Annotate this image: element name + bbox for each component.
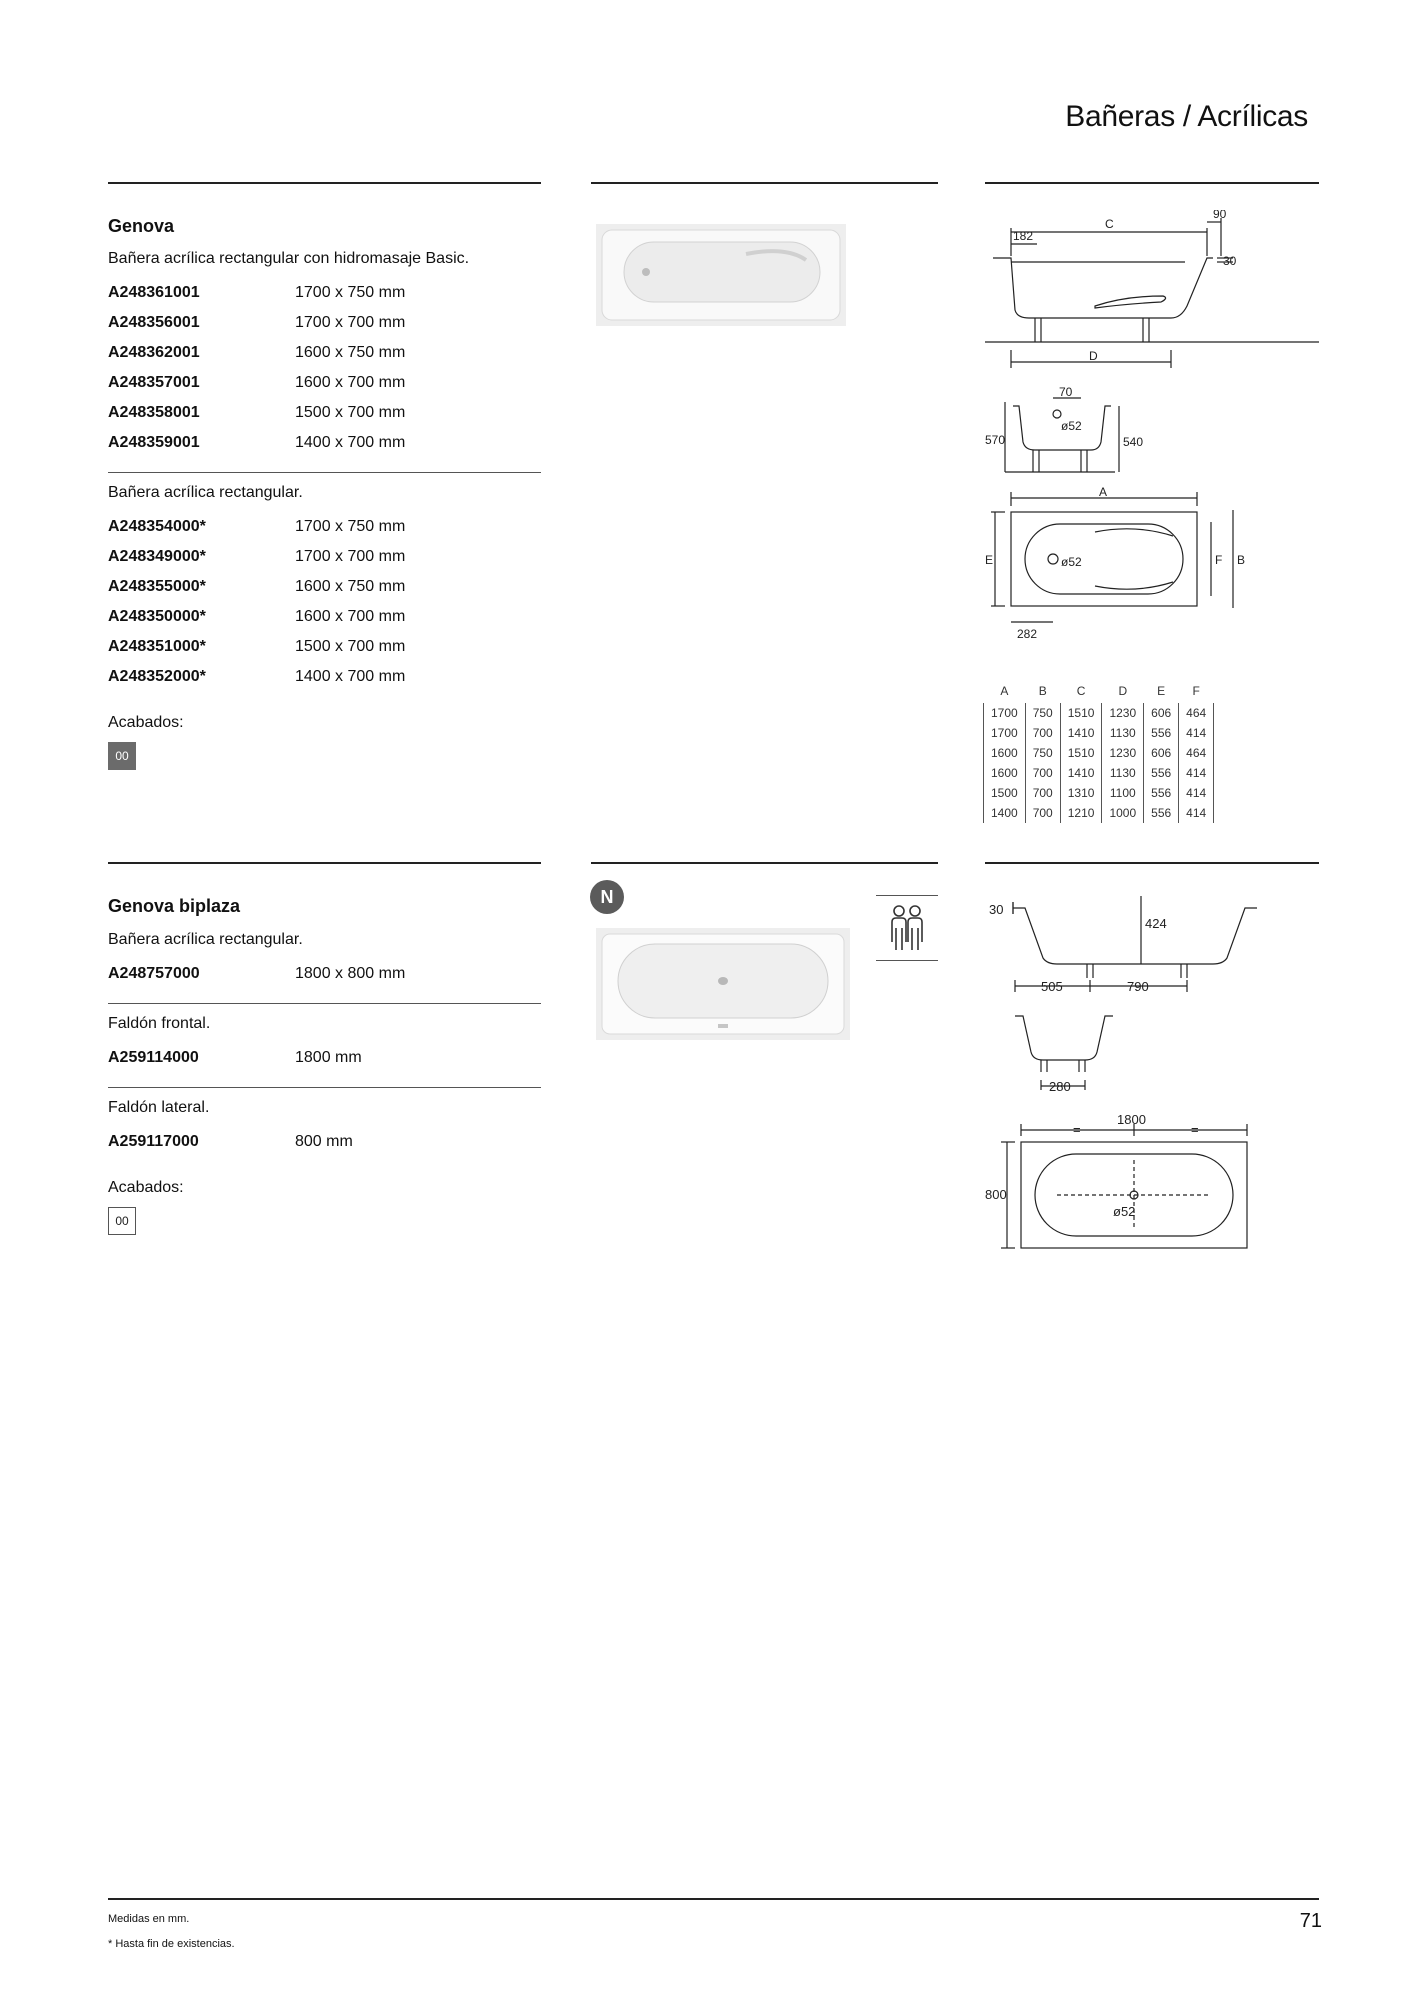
finishes-label: Acabados:: [108, 1179, 184, 1196]
footer-divider: [108, 1898, 1319, 1900]
table-row: [984, 783, 1214, 803]
group-divider: [108, 1003, 541, 1004]
table-row: [984, 803, 1214, 823]
product-size: 1800 mm: [295, 1049, 362, 1066]
product-size: 1700 x 700 mm: [295, 314, 406, 331]
product-size: 1500 x 700 mm: [295, 638, 406, 655]
bathtub-photo: [596, 928, 850, 1040]
product-size: 800 mm: [295, 1133, 353, 1150]
product-description: Bañera acrílica rectangular.: [108, 484, 303, 501]
table-cell: 1410: [1060, 763, 1102, 783]
table-cell: 1130: [1102, 763, 1144, 783]
product-code: A248354000*: [108, 518, 206, 535]
dim-label: 30: [1223, 254, 1237, 268]
product-code: A248351000*: [108, 638, 206, 655]
dim-label: 540: [1123, 435, 1144, 449]
product-code: A248358001: [108, 404, 200, 421]
table-cell: 750: [1025, 743, 1060, 763]
product-code: A248356001: [108, 314, 200, 331]
section-divider: [591, 182, 938, 184]
table-cell: 1000: [1102, 803, 1144, 823]
table-cell: 1600: [984, 763, 1026, 783]
dim-label: ø52: [1113, 1204, 1136, 1219]
product-size: 1700 x 750 mm: [295, 518, 406, 535]
dim-label: =: [1191, 1122, 1199, 1137]
table-header: F: [1192, 684, 1200, 698]
product-size: 1600 x 700 mm: [295, 608, 406, 625]
product-photo: [596, 224, 846, 326]
bathtub-photo: [596, 224, 846, 326]
product-code: A248362001: [108, 344, 200, 361]
table-cell: 1510: [1060, 743, 1102, 763]
table-row: [984, 763, 1214, 783]
dim-label: 800: [985, 1187, 1007, 1202]
table-cell: 700: [1025, 803, 1060, 823]
section-divider: [985, 862, 1319, 864]
product-size: 1600 x 750 mm: [295, 578, 406, 595]
dim-label: ø52: [1061, 555, 1082, 569]
product-photo: [596, 928, 850, 1040]
table-cell: 700: [1025, 783, 1060, 803]
product-code: A248361001: [108, 284, 200, 301]
table-cell: 1230: [1102, 743, 1144, 763]
product-size: 1700 x 700 mm: [295, 548, 406, 565]
product-code: A248359001: [108, 434, 200, 451]
dim-label: 90: [1213, 210, 1227, 221]
dim-label: 280: [1049, 1079, 1071, 1094]
table-cell: 1700: [984, 723, 1026, 743]
table-cell: 750: [1025, 703, 1060, 723]
table-cell: 464: [1179, 703, 1214, 723]
new-badge: N: [590, 880, 624, 914]
table-cell: 1410: [1060, 723, 1102, 743]
dim-label: A: [1099, 485, 1108, 499]
table-cell: 414: [1179, 803, 1214, 823]
product-size: 1500 x 700 mm: [295, 404, 406, 421]
table-header: A: [1000, 684, 1009, 698]
icon-divider: [876, 960, 938, 961]
table-cell: 556: [1144, 723, 1179, 743]
biplaza-technical-drawing: [985, 890, 1319, 1260]
table-row: [984, 723, 1214, 743]
two-person-icon: [888, 904, 926, 952]
table-cell: 464: [1179, 743, 1214, 763]
footer-note: Medidas en mm.: [108, 1913, 190, 1925]
product-code: A248350000*: [108, 608, 206, 625]
table-cell: 1700: [984, 703, 1026, 723]
product-title: Genova biplaza: [108, 896, 241, 916]
table-cell: 1210: [1060, 803, 1102, 823]
product-size: 1600 x 750 mm: [295, 344, 406, 361]
dim-label: 70: [1059, 385, 1073, 399]
table-cell: 1400: [984, 803, 1026, 823]
dim-label: E: [985, 553, 994, 567]
genova-technical-drawing: [985, 210, 1319, 680]
page-title: Bañeras / Acrílicas: [1065, 100, 1308, 133]
dim-label: =: [1073, 1122, 1081, 1137]
table-cell: 606: [1144, 703, 1179, 723]
dim-label: 570: [985, 433, 1006, 447]
product-code: A248352000*: [108, 668, 206, 685]
footer-note: * Hasta fin de existencias.: [108, 1938, 235, 1950]
product-code: A259117000: [108, 1133, 199, 1150]
product-description: Bañera acrílica rectangular.: [108, 931, 303, 948]
section-divider: [985, 182, 1319, 184]
dim-label: 505: [1041, 979, 1063, 994]
product-code: A248357001: [108, 374, 200, 391]
dim-label: F: [1215, 553, 1223, 567]
dim-label: ø52: [1061, 419, 1082, 433]
dim-label: 790: [1127, 979, 1149, 994]
table-header: D: [1118, 684, 1128, 698]
product-size: 1700 x 750 mm: [295, 284, 406, 301]
table-cell: 1130: [1102, 723, 1144, 743]
product-size: 1800 x 800 mm: [295, 965, 406, 982]
table-cell: 1310: [1060, 783, 1102, 803]
table-cell: 1230: [1102, 703, 1144, 723]
product-size: 1400 x 700 mm: [295, 434, 406, 451]
table-cell: 556: [1144, 783, 1179, 803]
section-divider: [591, 862, 938, 864]
product-code: A248349000*: [108, 548, 206, 565]
product-title: Genova: [108, 216, 175, 236]
table-header: B: [1038, 684, 1047, 698]
product-size: 1600 x 700 mm: [295, 374, 406, 391]
product-size: 1400 x 700 mm: [295, 668, 406, 685]
table-cell: 1510: [1060, 703, 1102, 723]
table-cell: 556: [1144, 803, 1179, 823]
product-code: A248355000*: [108, 578, 206, 595]
page-number: 71: [1299, 1910, 1322, 1932]
dim-label: 182: [1013, 229, 1034, 243]
product-description: Bañera acrílica rectangular con hidromasaje Basic.: [108, 250, 470, 267]
table-row: [984, 703, 1214, 723]
dim-label: C: [1105, 217, 1114, 231]
group-divider: [108, 1087, 541, 1088]
table-cell: 414: [1179, 723, 1214, 743]
table-header: E: [1157, 684, 1166, 698]
table-cell: 1500: [984, 783, 1026, 803]
table-header: C: [1076, 684, 1086, 698]
table-cell: 556: [1144, 763, 1179, 783]
table-cell: 606: [1144, 743, 1179, 763]
table-cell: 414: [1179, 763, 1214, 783]
table-cell: 700: [1025, 723, 1060, 743]
finish-swatch: 00: [108, 1207, 136, 1235]
table-cell: 1100: [1102, 783, 1144, 803]
dim-label: B: [1237, 553, 1246, 567]
dim-label: 282: [1017, 627, 1038, 641]
table-cell: 700: [1025, 763, 1060, 783]
product-code: A259114000: [108, 1049, 199, 1066]
product-description: Faldón frontal.: [108, 1015, 211, 1032]
product-description: Faldón lateral.: [108, 1099, 210, 1116]
table-cell: 1600: [984, 743, 1026, 763]
dim-label: 1800: [1117, 1112, 1146, 1127]
icon-divider: [876, 895, 938, 896]
table-cell: 414: [1179, 783, 1214, 803]
finishes-label: Acabados:: [108, 714, 184, 731]
dimension-table: [983, 684, 1214, 823]
biplaza-info: [108, 0, 541, 1300]
finish-swatch: 00: [108, 742, 136, 770]
dim-label: 424: [1145, 916, 1167, 931]
product-code: A248757000: [108, 965, 200, 982]
dim-label: D: [1089, 349, 1098, 363]
dim-label: 30: [989, 902, 1004, 917]
table-row: [984, 743, 1214, 763]
